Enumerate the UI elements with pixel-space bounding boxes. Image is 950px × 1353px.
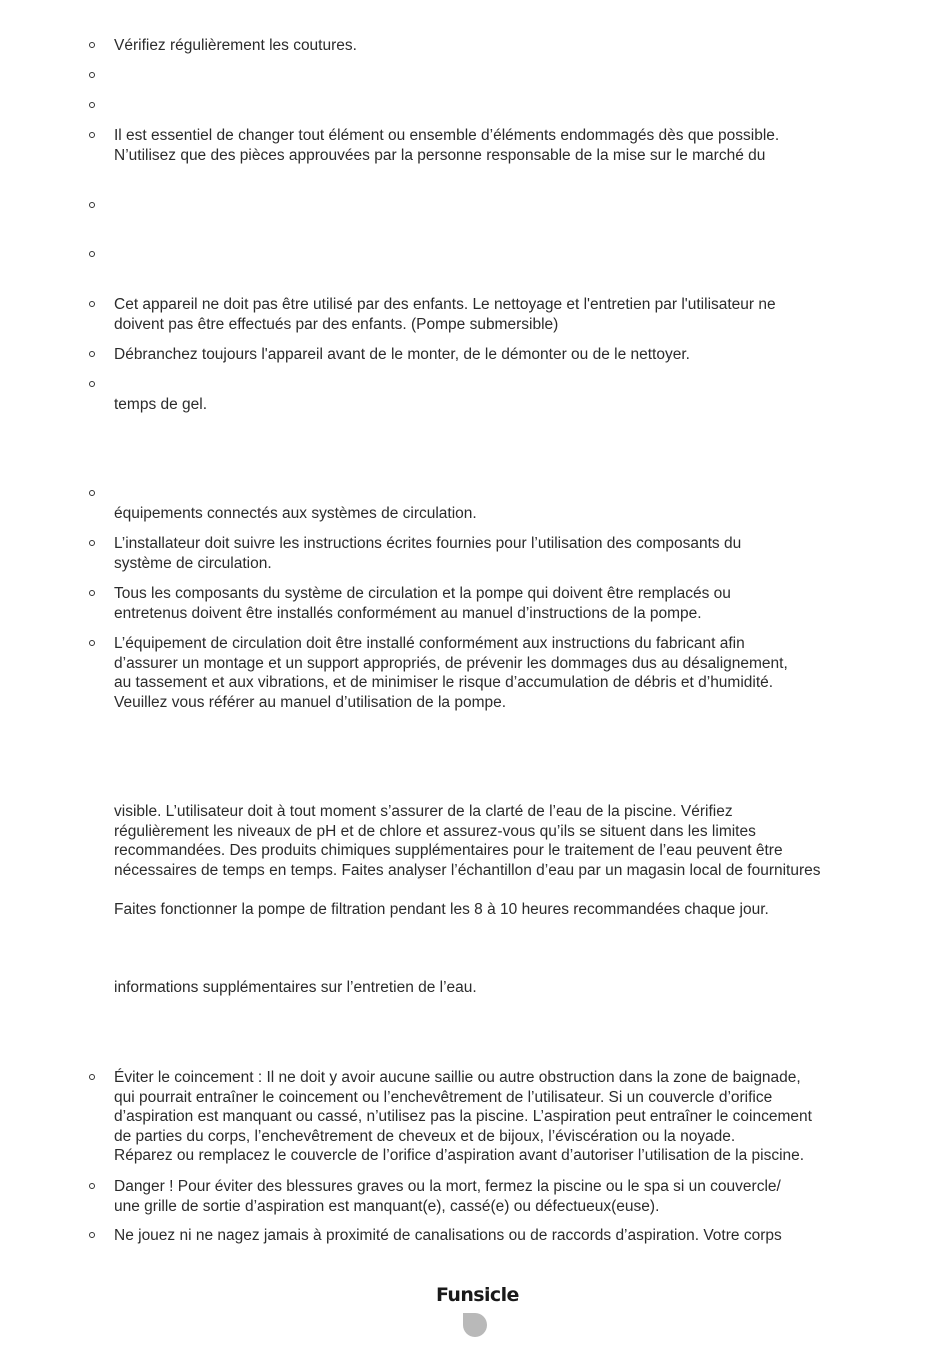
bullet-icon	[89, 351, 95, 357]
list-item	[114, 375, 924, 414]
text-line: N’utilisez que des pièces approuvées par la personne responsable de la mise sur le marché du	[114, 146, 766, 164]
text-line: une grille de sortie d’aspiration est manquant(e), cassé(e) ou défectueux(euse).	[114, 1197, 660, 1215]
list-item	[114, 534, 924, 573]
list-item	[114, 126, 924, 165]
text-line: Tous les composants du système de circulation et la pompe qui doivent être remplacés ou	[114, 585, 731, 602]
bullet-icon	[89, 1183, 95, 1189]
bullet-icon	[89, 72, 95, 78]
list-item	[114, 36, 924, 56]
text-line: nécessaires de temps en temps. Faites analyser l’échantillon d’eau par un magasin local de fournitures	[114, 861, 821, 879]
list-item	[114, 295, 924, 334]
text-line: Cet appareil ne doit pas être utilisé par des enfants. Le nettoyage et l'entretien par l'utilisateur ne	[114, 296, 776, 313]
paragraph	[114, 900, 924, 920]
list-item	[114, 584, 924, 623]
bullet-icon	[89, 301, 95, 307]
bullet-icon	[89, 42, 95, 48]
paragraph	[114, 802, 924, 880]
text-line: système de circulation.	[114, 554, 272, 572]
text-line: au tassement et aux vibrations, et de minimiser le risque d’accumulation de débris et d’humidité.	[114, 674, 774, 692]
text-line: Éviter le coincement : Il ne doit y avoir aucune saillie ou autre obstruction dans la zone de baignade,	[114, 1069, 801, 1086]
list-item	[114, 1226, 924, 1246]
text-line	[114, 484, 924, 504]
bullet-icon	[89, 490, 95, 496]
bullet-icon	[89, 132, 95, 138]
text-line: informations supplémentaires sur l’entretien de l’eau.	[114, 979, 477, 996]
text-line: Veuillez vous référer au manuel d’utilisation de la pompe.	[114, 693, 507, 711]
text-line: entretenus doivent être installés conformément au manuel d’instructions de la pompe.	[114, 604, 702, 622]
text-line: d’assurer un montage et un support appropriés, de prévenir les dommages dus au désalignement,	[114, 654, 788, 672]
text-line: qui pourrait entraîner le coincement ou l’enchevêtrement de l’utilisateur. Si un couvercle d’orifice	[114, 1088, 773, 1106]
bullet-icon	[89, 590, 95, 596]
bullet-icon	[89, 640, 95, 646]
bullet-icon	[89, 1232, 95, 1238]
text-line: régulièrement les niveaux de pH et de chlore et assurez-vous qu’ils se situent dans les limites	[114, 822, 756, 840]
drop-icon	[461, 1311, 489, 1339]
text-line: Réparez ou remplacez le couvercle de l’orifice d’aspiration avant d’autoriser l’utilisation de la piscine.	[114, 1147, 805, 1165]
text-line: L’équipement de circulation doit être installé conformément aux instructions du fabricant afin	[114, 635, 745, 652]
text-line: Vérifiez régulièrement les coutures.	[114, 37, 357, 54]
paragraph	[114, 978, 924, 998]
bullet-icon	[89, 540, 95, 546]
bullet-icon	[89, 381, 95, 387]
brand-name: Funsicle	[436, 1284, 519, 1306]
bullet-icon	[89, 102, 95, 108]
bullet-icon	[89, 202, 95, 208]
text-line: temps de gel.	[114, 395, 208, 413]
text-line: Il est essentiel de changer tout élément ou ensemble d’éléments endommagés dès que possible.	[114, 127, 780, 144]
text-line: Danger ! Pour éviter des blessures graves ou la mort, fermez la piscine ou le spa si un couvercle/	[114, 1178, 781, 1195]
brand-logo	[436, 1284, 519, 1342]
text-line: d’aspiration est manquant ou cassé, n’utilisez pas la piscine. L’aspiration peut entraîner le coincement	[114, 1108, 812, 1126]
text-line: Ne jouez ni ne nagez jamais à proximité de canalisations ou de raccords d’aspiration. Votre corps	[114, 1227, 782, 1244]
text-line: visible. L’utilisateur doit à tout moment s’assurer de la clarté de l’eau de la piscine. Vérifiez	[114, 803, 733, 820]
list-item	[114, 484, 924, 523]
bullet-icon	[89, 251, 95, 257]
text-line: doivent pas être effectués par des enfants. (Pompe submersible)	[114, 315, 559, 333]
text-line: L’installateur doit suivre les instructions écrites fournies pour l’utilisation des composants du	[114, 535, 742, 552]
text-line: Faites fonctionner la pompe de filtration pendant les 8 à 10 heures recommandées chaque jour.	[114, 901, 769, 918]
text-line: Débranchez toujours l'appareil avant de le monter, de le démonter ou de le nettoyer.	[114, 346, 690, 363]
list-item	[114, 345, 924, 365]
text-line: de parties du corps, l’enchevêtrement de cheveux et de bijoux, l’éviscération ou la noyade.	[114, 1127, 736, 1145]
text-line: recommandées. Des produits chimiques supplémentaires pour le traitement de l’eau peuvent être	[114, 842, 783, 860]
list-item	[114, 634, 924, 712]
text-line	[114, 375, 924, 395]
bullet-icon	[89, 1074, 95, 1080]
list-item	[114, 1177, 924, 1216]
list-item	[114, 1068, 924, 1166]
text-line: équipements connectés aux systèmes de circulation.	[114, 504, 477, 522]
